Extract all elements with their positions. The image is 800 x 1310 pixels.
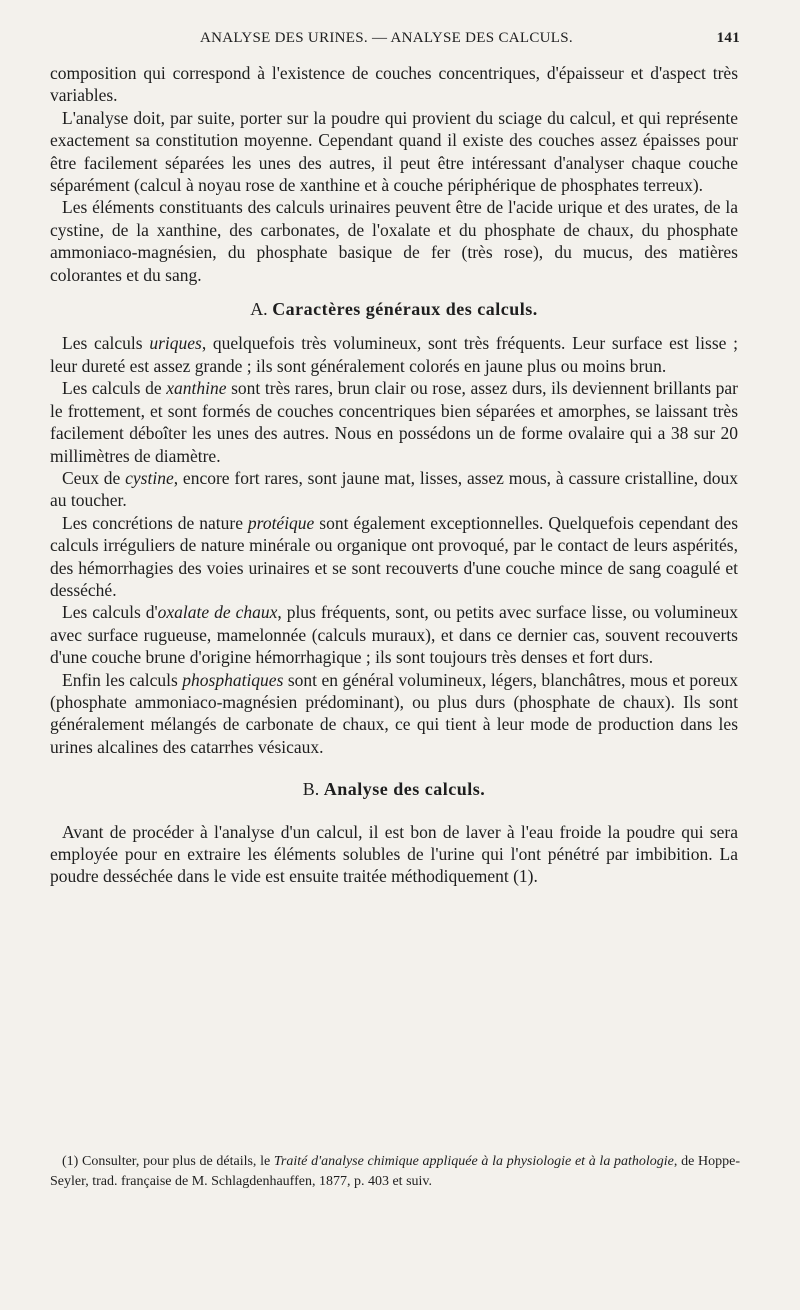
term-oxalate: oxalate de chaux [157, 602, 278, 623]
header-title: ANALYSE DES URINES. — ANALYSE DES CALCULS. [200, 30, 573, 46]
section-title-a: Caractères généraux des calculs. [272, 299, 538, 320]
paragraph-elements-constituants: Les éléments constituants des calculs urinaires peuvent être de l'acide urique et des urates, de la cystine, de la xanthine, des carbonates, de l'oxalate et du phosphate de chaux, du phosphate ammoniaco-magnésien, du phosphate basique de fer (très rose), du mucus, des matières colorantes et du sang. [50, 197, 738, 285]
paragraph-uriques: Les calculs uriques, quelquefois très volumineux, sont très fréquents. Leur surface est lisse ; leur dureté est assez grande ; ils sont généralement colorés en jaune plus ou moins brun. [50, 333, 738, 376]
paragraph-oxalate: Les calculs d'oxalate de chaux, plus fréquents, sont, ou petits avec surface lisse, ou volumineux avec surface rugueuse, mamelonnée (calculs muraux), et dans ce dernier cas, souvent recouverts d'une couche brune d'origine hémorrhagique ; ils sont toujours très denses et fort durs. [50, 602, 739, 668]
page-number: 141 [716, 30, 740, 46]
main-text [50, 62, 738, 888]
paragraph-xanthine: Les calculs de xanthine sont très rares, brun clair ou rose, assez durs, ils deviennent brillants par le frottement, et sont formés de couches concentriques bien séparées et amorphes, se laissant très facilement déboîter les unes des autres. Nous en possédons un de forme ovalaire qui a 38 sur 20 millimètres de diamètre. [50, 378, 738, 466]
term-xanthine: xanthine [166, 378, 227, 399]
footnote: (1) Consulter, pour plus de détails, le Traité d'analyse chimique appliquée à la physiologie et à la pathologie, de Hoppe-Seyler, trad. française de M. Schlagdenhauffen, 1877, p. 403 et suiv. [50, 1154, 740, 1189]
paragraph-phosphatiques: Enfin les calculs phosphatiques sont en général volumineux, légers, blanchâtres, mous et poreux (phosphate ammoniaco-magnésien prédominant), ou plus durs (phosphate de chaux). Ils sont généralement mélangés de carbonate de chaux, ce qui tient à leur mode de production dans les urines alcalines des catarrhes vésicaux. [50, 669, 738, 757]
section-title-b: Analyse des calculs. [323, 779, 486, 800]
paragraph-avant-analyse: Avant de procéder à l'analyse d'un calcul, il est bon de laver à l'eau froide la poudre qui sera employée pour en extraire les éléments solubles de l'urine qui l'ont pénétré par imbibition. La poudre desséchée dans le vide est ensuite traitée méthodiquement (1). [50, 821, 738, 887]
section-letter-a: A. [250, 299, 268, 320]
paragraph-continuation: composition qui correspond à l'existence de couches concentriques, d'épaisseur et d'aspect très variables. [50, 63, 738, 106]
footnote-book-title: Traité d'analyse chimique appliquée à la physiologie et à la pathologie [273, 1154, 674, 1169]
section-letter-b: B. [302, 779, 320, 800]
paragraph-proteique: Les concrétions de nature protéique sont également exceptionnelles. Quelquefois cependant des calculs irréguliers de nature minérale ou organique ont provoqué, par le contact de leurs aspérités, des hémorrhagies des voies urinaires et se sont recouverts d'une couche mince de sang coagulé et desséché. [50, 512, 738, 600]
running-header [50, 30, 740, 54]
section-heading-b [50, 778, 738, 800]
term-uriques: uriques [149, 333, 202, 354]
section-heading-a [50, 298, 738, 320]
paragraph-cystine: Ceux de cystine, encore fort rares, sont jaune mat, lisses, assez mous, à cassure cristalline, doux au toucher. [50, 467, 738, 511]
term-cystine: cystine [125, 467, 174, 488]
term-proteique: protéique [247, 512, 315, 533]
term-phosphatiques: phosphatiques [182, 669, 284, 690]
footnote-marker: (1) [62, 1154, 79, 1169]
paragraph-analyse-poudre: L'analyse doit, par suite, porter sur la poudre qui provient du sciage du calcul, et qui représente exactement sa constitution moyenne. Cependant quand il existe des couches assez épaisses pour être facilement séparées les unes des autres, il peut être intéressant d'analyser chaque couche séparément (calcul à noyau rose de xanthine et à couche périphérique de phosphates terreux). [50, 107, 738, 196]
